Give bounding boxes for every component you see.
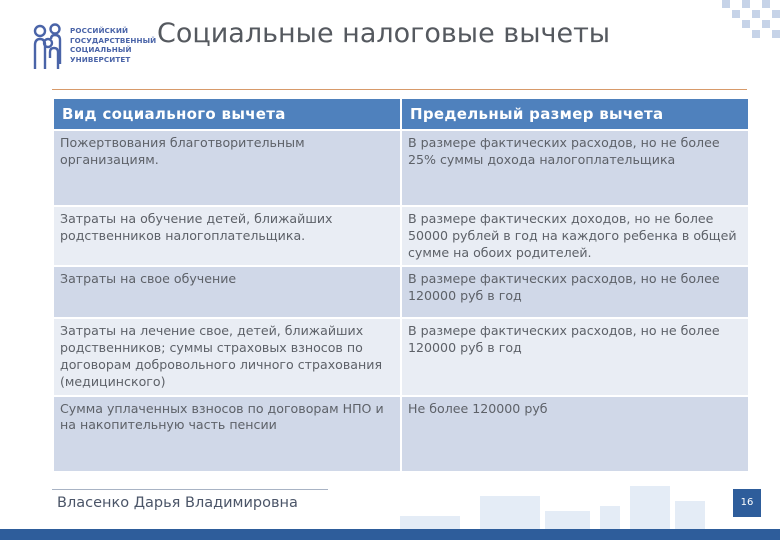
- deduction-type-cell: Затраты на свое обучение: [53, 266, 401, 318]
- logo-line: ГОСУДАРСТВЕННЫЙ: [70, 35, 157, 45]
- deco-square: [752, 30, 760, 38]
- deduction-type-cell: Затраты на обучение детей, ближайших родственников налогоплательщика.: [53, 206, 401, 266]
- column-header: Предельный размер вычета: [401, 98, 749, 130]
- table-row: [53, 266, 749, 318]
- title-divider: [52, 89, 747, 90]
- page-title: Социальные налоговые вычеты: [157, 18, 611, 49]
- logo-line: РОССИЙСКИЙ: [70, 26, 129, 35]
- deduction-type-cell: Пожертвования благотворительным организациям.: [53, 130, 401, 206]
- deduction-limit-cell: В размере фактических расходов, но не более 120000 руб в год: [401, 266, 749, 318]
- footer-bar: [0, 529, 780, 540]
- people-icon: [30, 22, 70, 72]
- deduction-type-cell: Затраты на лечение свое, детей, ближайших родственников; суммы страховых взносов по договорам добровольного личного страхования (медицинского): [53, 318, 401, 395]
- deco-square: [772, 30, 780, 38]
- deco-square: [742, 0, 750, 8]
- decorative-squares: [720, 0, 780, 40]
- logo-text: [70, 26, 162, 64]
- deduction-type-cell: Сумма уплаченных взносов по договорам НПО и на накопительную часть пенсии: [53, 396, 401, 472]
- deco-square: [732, 10, 740, 18]
- page-number-badge: 16: [733, 489, 761, 517]
- deco-square: [762, 0, 770, 8]
- table-row: [53, 396, 749, 472]
- deductions-table: [52, 97, 750, 473]
- university-logo: [30, 22, 160, 74]
- table-row: [53, 130, 749, 206]
- deco-square: [742, 20, 750, 28]
- deduction-limit-cell: В размере фактических расходов, но не более 25% суммы дохода налогоплательщика: [401, 130, 749, 206]
- table-row: [53, 206, 749, 266]
- deduction-limit-cell: В размере фактических расходов, но не более 120000 руб в год: [401, 318, 749, 395]
- logo-line: УНИВЕРСИТЕТ: [70, 54, 131, 64]
- deco-square: [772, 10, 780, 18]
- table-row: [53, 318, 749, 395]
- author-divider: [52, 489, 328, 490]
- deco-square: [722, 0, 730, 8]
- logo-line: СОЦИАЛЬНЫЙ: [70, 45, 132, 54]
- deco-square: [752, 10, 760, 18]
- author-name: Власенко Дарья Владимировна: [57, 495, 298, 511]
- table-header-row: [53, 98, 749, 130]
- column-header: Вид социального вычета: [53, 98, 401, 130]
- deduction-limit-cell: В размере фактических доходов, но не более 50000 рублей в год на каждого ребенка в общей сумме на обоих родителей.: [401, 206, 749, 266]
- deduction-limit-cell: Не более 120000 руб: [401, 396, 749, 472]
- deco-square: [762, 20, 770, 28]
